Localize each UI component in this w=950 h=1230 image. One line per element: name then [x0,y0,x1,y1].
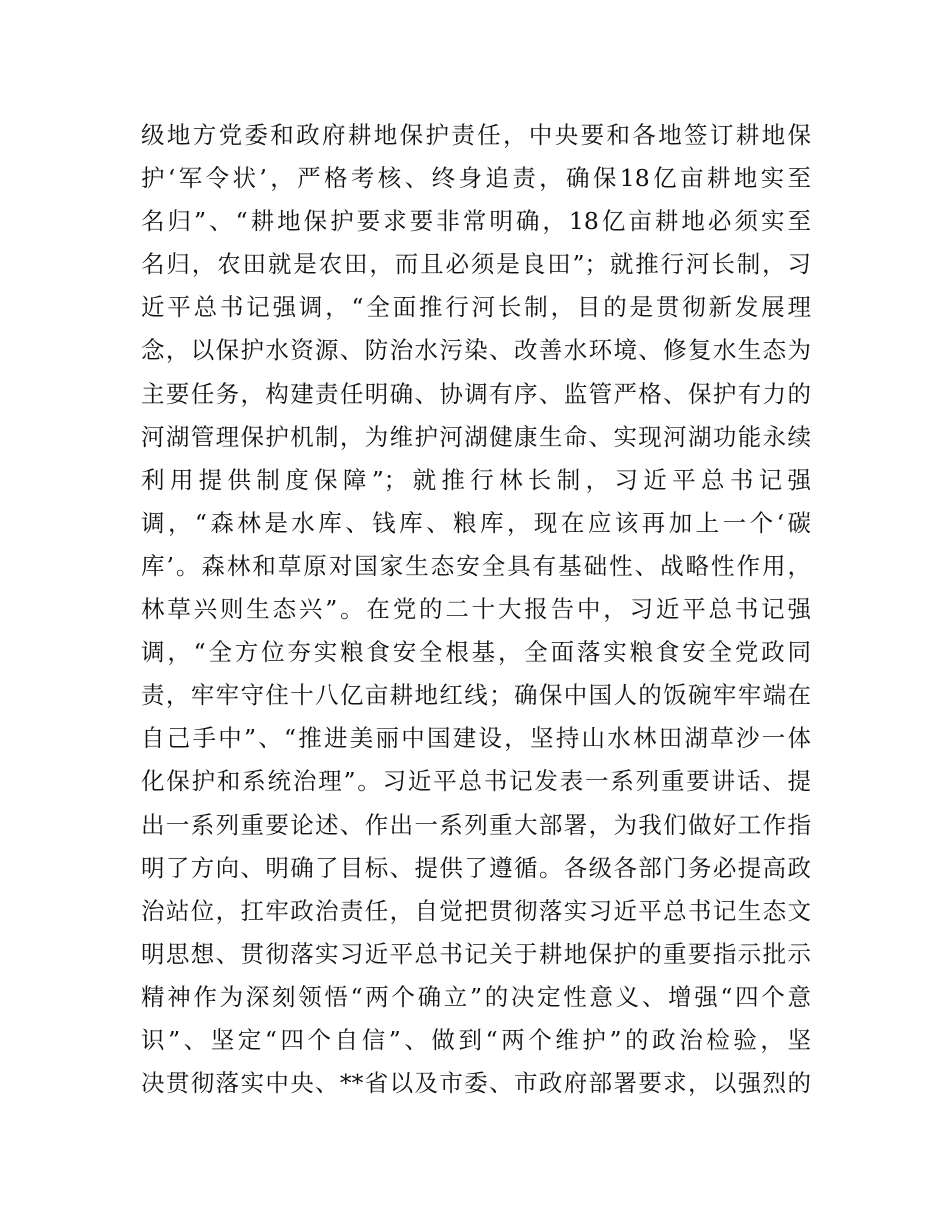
text-line: 林草兴则生态兴”。在党的二十大报告中，习近平总书记强 [141,595,811,624]
text-line: 调，“全方位夯实粮食安全根基，全面落实粮食安全党政同 [141,638,811,667]
text-line: 治站位，扛牢政治责任，自觉把贯彻落实习近平总书记生态文 [141,896,811,925]
text-line: 出一系列重要论述、作出一系列重大部署，为我们做好工作指 [141,810,811,839]
text-line: 库’。森林和草原对国家生态安全具有基础性、战略性作用， [141,551,811,580]
text-line: 自己手中”、“推进美丽中国建设，坚持山水林田湖草沙一体 [141,724,811,753]
text-line: 主要任务，构建责任明确、协调有序、监管严格、保护有力的 [141,379,811,408]
text-line: 河湖管理保护机制，为维护河湖健康生命、实现河湖功能永续 [141,422,811,451]
text-line: 明了方向、明确了目标、提供了遵循。各级各部门务必提高政 [141,853,811,882]
text-line: 责，牢牢守住十八亿亩耕地红线；确保中国人的饭碗牢牢端在 [141,681,811,710]
text-line: 名归，农田就是农田，而且必须是良田”；就推行河长制，习 [141,250,811,279]
text-line: 决贯彻落实中央、**省以及市委、市政府部署要求，以强烈的 [141,1069,811,1098]
text-line: 识”、坚定“四个自信”、做到“两个维护”的政治检验，坚 [141,1025,811,1054]
text-line: 化保护和系统治理”。习近平总书记发表一系列重要讲话、提 [141,767,811,796]
text-line: 级地方党委和政府耕地保护责任，中央要和各地签订耕地保 [141,121,811,149]
text-line: 利用提供制度保障”；就推行林长制，习近平总书记强 [141,465,811,494]
text-line: 名归”、“耕地保护要求要非常明确，18亿亩耕地必须实至 [141,207,811,236]
text-line: 近平总书记强调，“全面推行河长制，目的是贯彻新发展理 [141,293,811,322]
text-line: 调，“森林是水库、钱库、粮库，现在应该再加上一个‘碳 [141,508,811,537]
text-line: 念，以保护水资源、防治水污染、改善水环境、修复水生态为 [141,336,811,365]
text-line: 精神作为深刻领悟“两个确立”的决定性意义、增强“四个意 [141,982,811,1011]
body-text [141,114,811,1105]
text-line: 明思想、贯彻落实习近平总书记关于耕地保护的重要指示批示 [141,939,811,968]
text-line: 护‘军令状’，严格考核、终身追责，确保18亿亩耕地实至 [141,164,811,193]
